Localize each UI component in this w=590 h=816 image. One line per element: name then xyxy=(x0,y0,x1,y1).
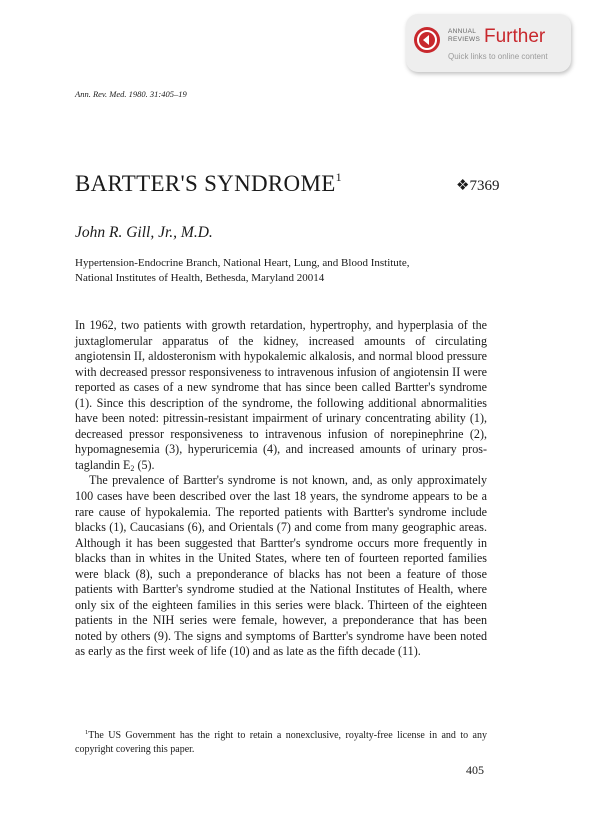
title-footnote-marker: 1 xyxy=(335,170,342,184)
badge-line-annual: ANNUAL xyxy=(448,28,477,35)
subscript-2: 2 xyxy=(130,463,135,473)
article-title-text: BARTTER'S SYNDROME xyxy=(75,171,336,196)
badge-further-label: Further xyxy=(484,26,546,47)
paragraph-1-tail: (5). xyxy=(134,457,155,472)
paragraph-1 xyxy=(75,318,487,473)
page-number: 405 xyxy=(466,763,484,777)
badge-subtitle: Quick links to online content xyxy=(448,52,548,61)
author-name: John R. Gill, Jr., M.D. xyxy=(75,224,213,241)
footnote xyxy=(75,729,487,756)
footnote-text: The US Government has the right to retain a nonexclusive, royalty-free license in and to any copyright covering this paper. xyxy=(75,730,487,755)
footnote-marker: 1 xyxy=(85,729,89,736)
affiliation-line-2: National Institutes of Health, Bethesda, Maryland 20014 xyxy=(75,272,325,284)
article-body xyxy=(75,318,487,660)
article-title xyxy=(75,170,342,197)
article-code: ❖7369 xyxy=(456,178,500,194)
author-affiliation xyxy=(75,256,495,286)
affiliation-line-1: Hypertension-Endocrine Branch, National Heart, Lung, and Blood Institute, xyxy=(75,257,410,269)
paragraph-1-text: In 1962, two patients with growth retardation, hypertrophy, and hyperplasia of the juxtaglomerular apparatus of the kidney, increased amounts of circulating angiotensin II, aldosteronism with hypokalemic alkalosis, and normal blood pressure with decreased pressor responsiveness to intravenous infusion of angiotensin II were reported as cases of a new syndrome that has since been called Bartter's syndrome (1). Since this description of the syndrome, the following additional abnormalities have been noted: pitressin-resistant impairment of urinary concentrating ability (1), decreased pressor responsiveness to intravenous infusion of norepinephrine (2), hypomagnesemia (3), hyperuricemia (4), and increased amounts of urinary prostaglandin E xyxy=(75,318,487,472)
play-arrow-icon xyxy=(414,27,440,53)
badge-line-reviews: REVIEWS xyxy=(448,36,481,43)
journal-citation: Ann. Rev. Med. 1980. 31:405–19 xyxy=(75,89,187,99)
paragraph-2: The prevalence of Bartter's syndrome is not known, and, as only approximately 100 cases have been described over the last 18 years, the syndrome appears to be a rare cause of hypokalemia. The reported patients with Bartter's syndrome include blacks (1), Caucasians (6), and Orientals (7) and come from many geographic areas. Although it has been suggested that Bartter's syndrome occurs more frequently in blacks than in whites in the United States, where ten of fourteen reported families were black (8), such a preponderance of blacks has not been a feature of those patients with Bartter's syndrome studied at the National Institutes of Health, where only six of the eighteen families in this series were black. Thirteen of the eighteen patients in the NIH series were female, however, a preponderance that has been noted by others (9). The signs and symptoms of Bartter's syndrome have been noted as early as the first week of life (10) and as late as the fifth decade (11). xyxy=(75,473,487,659)
annual-reviews-further-badge[interactable] xyxy=(406,14,571,72)
